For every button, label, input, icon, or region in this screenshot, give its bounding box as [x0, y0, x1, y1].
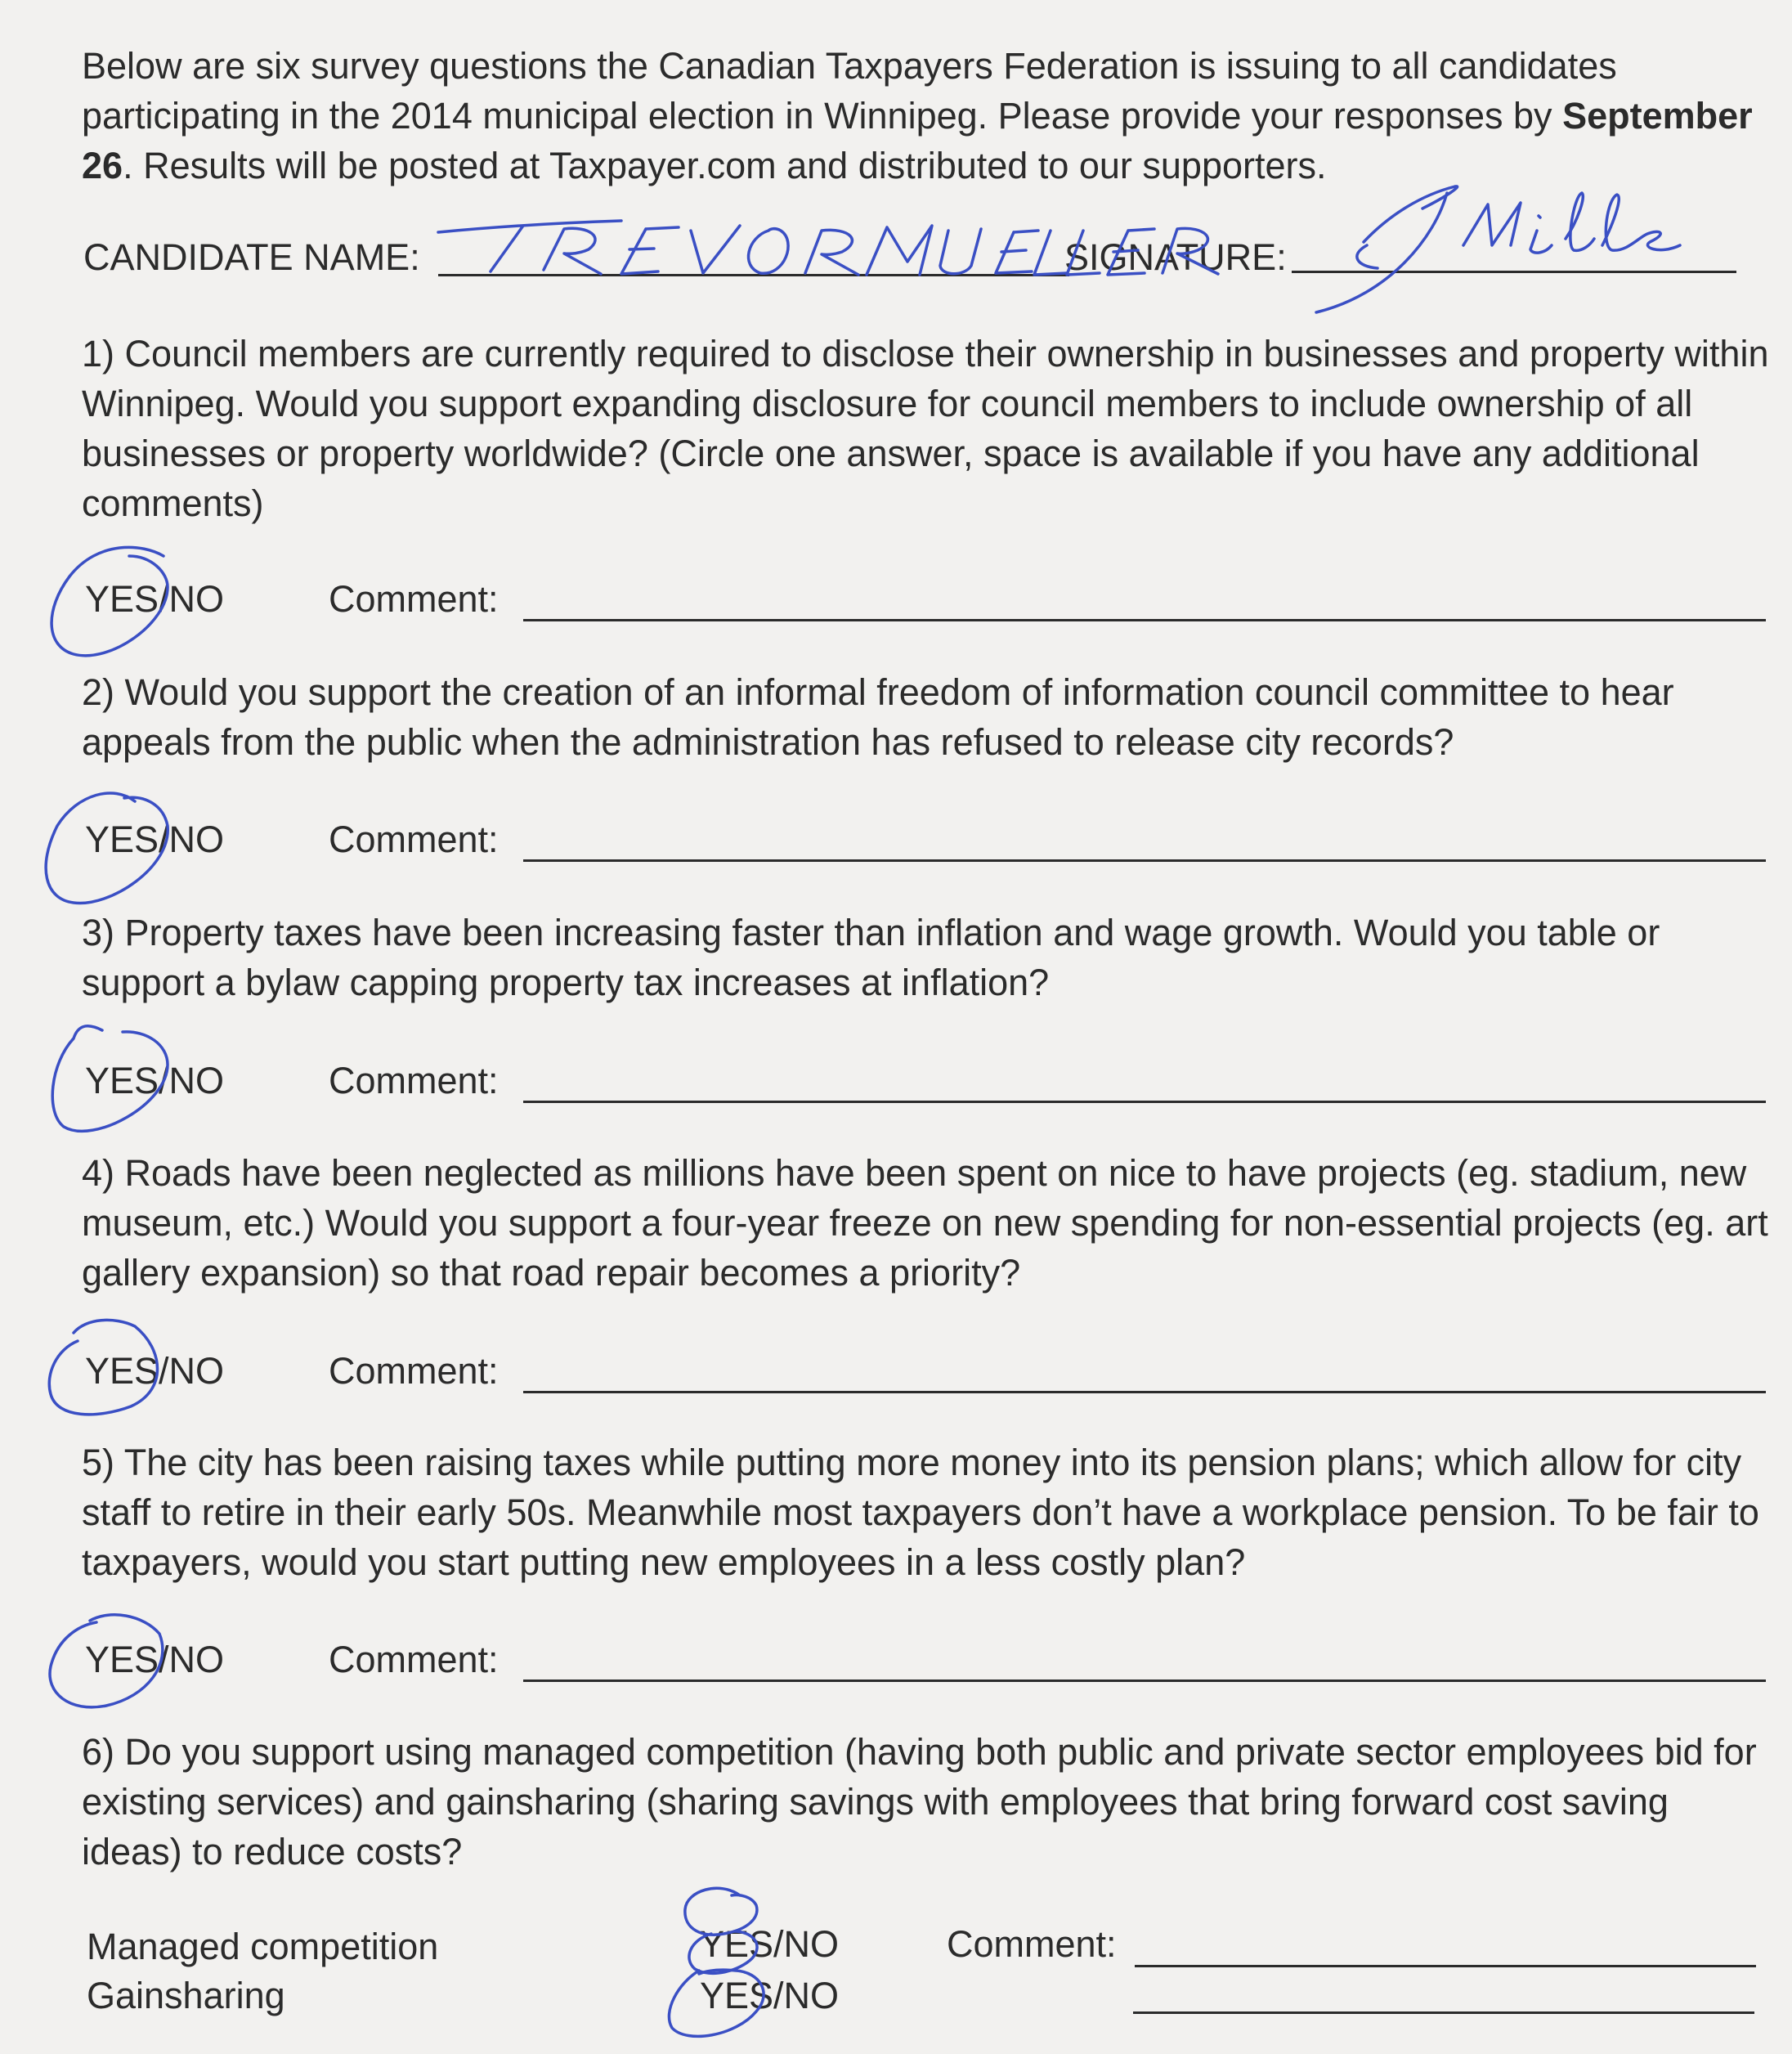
- gainsharing-comment-line[interactable]: [1133, 2011, 1754, 2014]
- question-2-answer-row: [82, 818, 1766, 876]
- intro-text-before: Below are six survey questions the Canadian Taxpayers Federation is issuing to all candidates participating in the 2014 municipal election in Winnipeg. Please provide your responses by: [82, 45, 1617, 137]
- question-4-answer-row: [82, 1350, 1766, 1407]
- managed-competition-yes-no[interactable]: YES/NO: [700, 1923, 840, 1965]
- intro-paragraph: [82, 41, 1774, 191]
- candidate-row: [82, 233, 1782, 290]
- question-5-text: 5) The city has been raising taxes while putting more money into its pension plans; which allow for city staff to retire in their early 50s. Meanwhile most taxpayers don’t have a workplace pension. To be fair to taxpayers, would you start putting new employees in a less costly plan?: [82, 1442, 1759, 1583]
- question-1-yes-no[interactable]: YES/NO: [85, 578, 225, 620]
- question-4-comment-label: Comment:: [329, 1350, 499, 1392]
- question-2-comment-label: Comment:: [329, 818, 499, 860]
- question-4-yes-no[interactable]: YES/NO: [85, 1350, 225, 1392]
- question-1-answer-row: [82, 578, 1766, 635]
- managed-competition-comment-label: Comment:: [947, 1923, 1117, 1965]
- candidate-name-label: CANDIDATE NAME:: [83, 236, 420, 278]
- gainsharing-label: Gainsharing: [87, 1975, 285, 2016]
- question-3-text: 3) Property taxes have been increasing faster than inflation and wage growth. Would you table or support a bylaw capping property tax increases at inflation?: [82, 912, 1660, 1003]
- question-5-yes-no[interactable]: YES/NO: [85, 1639, 225, 1680]
- question-3-yes-no[interactable]: YES/NO: [85, 1060, 225, 1101]
- question-1-comment-line[interactable]: [523, 619, 1766, 621]
- intro-text-after: . Results will be posted at Taxpayer.com and distributed to our supporters.: [123, 145, 1327, 186]
- question-4-text: 4) Roads have been neglected as millions have been spent on nice to have projects (eg. stadium, new museum, etc.) Would you support a four-year freeze on new spending for non-essential projects (eg. art gallery expansion) so that road repair becomes a priority?: [82, 1152, 1768, 1294]
- question-3-comment-line[interactable]: [523, 1101, 1766, 1103]
- intro-deadline: September 26: [82, 95, 1753, 186]
- question-1-comment-label: Comment:: [329, 578, 499, 620]
- candidate-name-line[interactable]: [438, 274, 1069, 276]
- question-3-comment-label: Comment:: [329, 1060, 499, 1101]
- signature-label: SIGNATURE:: [1064, 236, 1287, 278]
- question-2-yes-no[interactable]: YES/NO: [85, 818, 225, 860]
- question-2-comment-line[interactable]: [523, 859, 1766, 862]
- signature-line[interactable]: [1292, 271, 1736, 273]
- managed-competition-comment-line[interactable]: [1135, 1965, 1756, 1967]
- managed-competition-label: Managed competition: [87, 1926, 439, 1967]
- question-6-text: 6) Do you support using managed competition (having both public and private sector employees bid for existing services) and gainsharing (sharing savings with employees that bring forward cost saving ideas) to reduce costs?: [82, 1731, 1757, 1872]
- question-3-answer-row: [82, 1060, 1766, 1117]
- question-4-comment-line[interactable]: [523, 1391, 1766, 1393]
- question-5-comment-label: Comment:: [329, 1639, 499, 1680]
- question-1-text: 1) Council members are currently required to disclose their ownership in businesses and property within Winnipeg. Would you support expanding disclosure for council members to include ownership of all businesses or property worldwide? (Circle one answer, space is available if you have any additional comments): [82, 333, 1769, 524]
- gainsharing-yes-no[interactable]: YES/NO: [700, 1975, 840, 2016]
- question-5-comment-line[interactable]: [523, 1680, 1766, 1682]
- question-2-text: 2) Would you support the creation of an informal freedom of information council committee to hear appeals from the public when the administration has refused to release city records?: [82, 671, 1674, 763]
- question-5-answer-row: [82, 1639, 1766, 1696]
